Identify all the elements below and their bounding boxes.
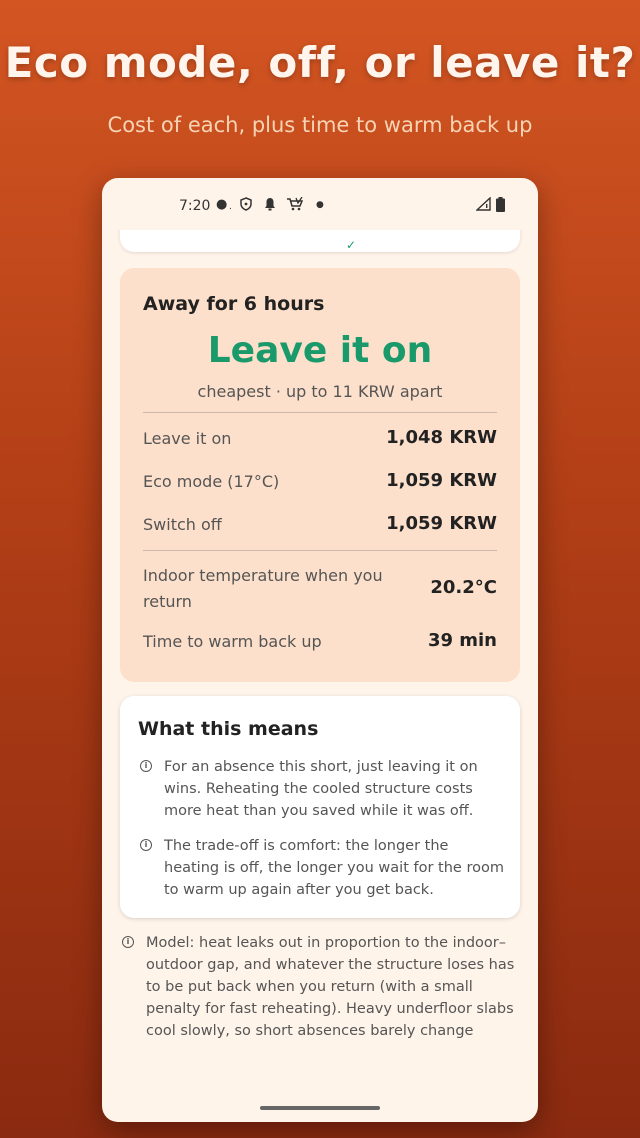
explanation-card (120, 696, 520, 918)
promo-headline: Eco mode, off, or leave it? (4, 38, 636, 87)
option-value-eco: 1,059 KRW (386, 470, 497, 491)
result-card (120, 268, 520, 682)
info-icon: i (122, 936, 134, 948)
divider (143, 550, 497, 551)
info-icon: i (140, 760, 152, 772)
info-icon: i (140, 839, 152, 851)
cart-icon (286, 197, 304, 215)
dot-icon: . (229, 202, 232, 212)
status-time: 7:20 (179, 198, 211, 214)
warm-time-value: 39 min (427, 630, 497, 651)
explanation-title: What this means (138, 718, 319, 740)
shield-icon (240, 197, 252, 215)
battery-icon (496, 197, 505, 216)
option-label-off: Switch off (143, 515, 222, 534)
explanation-bullet: The trade-off is comfort: the longer the heating is off, the longer you wait for the room to warm up again after you get back. (164, 838, 504, 898)
verdict-subtitle: cheapest · up to 11 KRW apart (197, 382, 443, 401)
bell-icon (264, 197, 276, 215)
option-value-leave-on: 1,048 KRW (386, 427, 497, 448)
phone-screen (102, 178, 538, 1122)
home-indicator[interactable] (260, 1106, 380, 1110)
signal-icon (476, 197, 492, 215)
scroll-content[interactable] (102, 230, 538, 1090)
promo-subhead: Cost of each, plus time to warm back up (107, 113, 533, 137)
away-duration-title: Away for 6 hours (143, 293, 325, 315)
verdict-text: Leave it on (207, 330, 433, 371)
warm-time-label: Time to warm back up (143, 632, 322, 651)
indoor-temp-value: 20.2°C (430, 577, 497, 598)
previous-card (120, 230, 520, 252)
dot-icon: ● (316, 200, 324, 210)
status-bar (102, 178, 538, 230)
option-label-leave-on: Leave it on (143, 429, 232, 448)
previous-card-mark: ✓ (346, 238, 357, 252)
dot-icon: ● (216, 197, 228, 212)
divider (143, 412, 497, 413)
option-value-off: 1,059 KRW (386, 513, 497, 534)
option-label-eco: Eco mode (17°C) (143, 472, 280, 491)
indoor-temp-label: Indoor temperature when you return (143, 566, 383, 611)
model-note: Model: heat leaks out in proportion to the indoor–outdoor gap, and whatever the structure loses has to be put back when you return (with a small penalty for fast reheating). Heavy underfloor slabs cool slowly, so short absences barely change (146, 935, 515, 1039)
explanation-bullet: For an absence this short, just leaving it on wins. Reheating the cooled structure costs more heat than you saved while it was off. (164, 759, 478, 819)
